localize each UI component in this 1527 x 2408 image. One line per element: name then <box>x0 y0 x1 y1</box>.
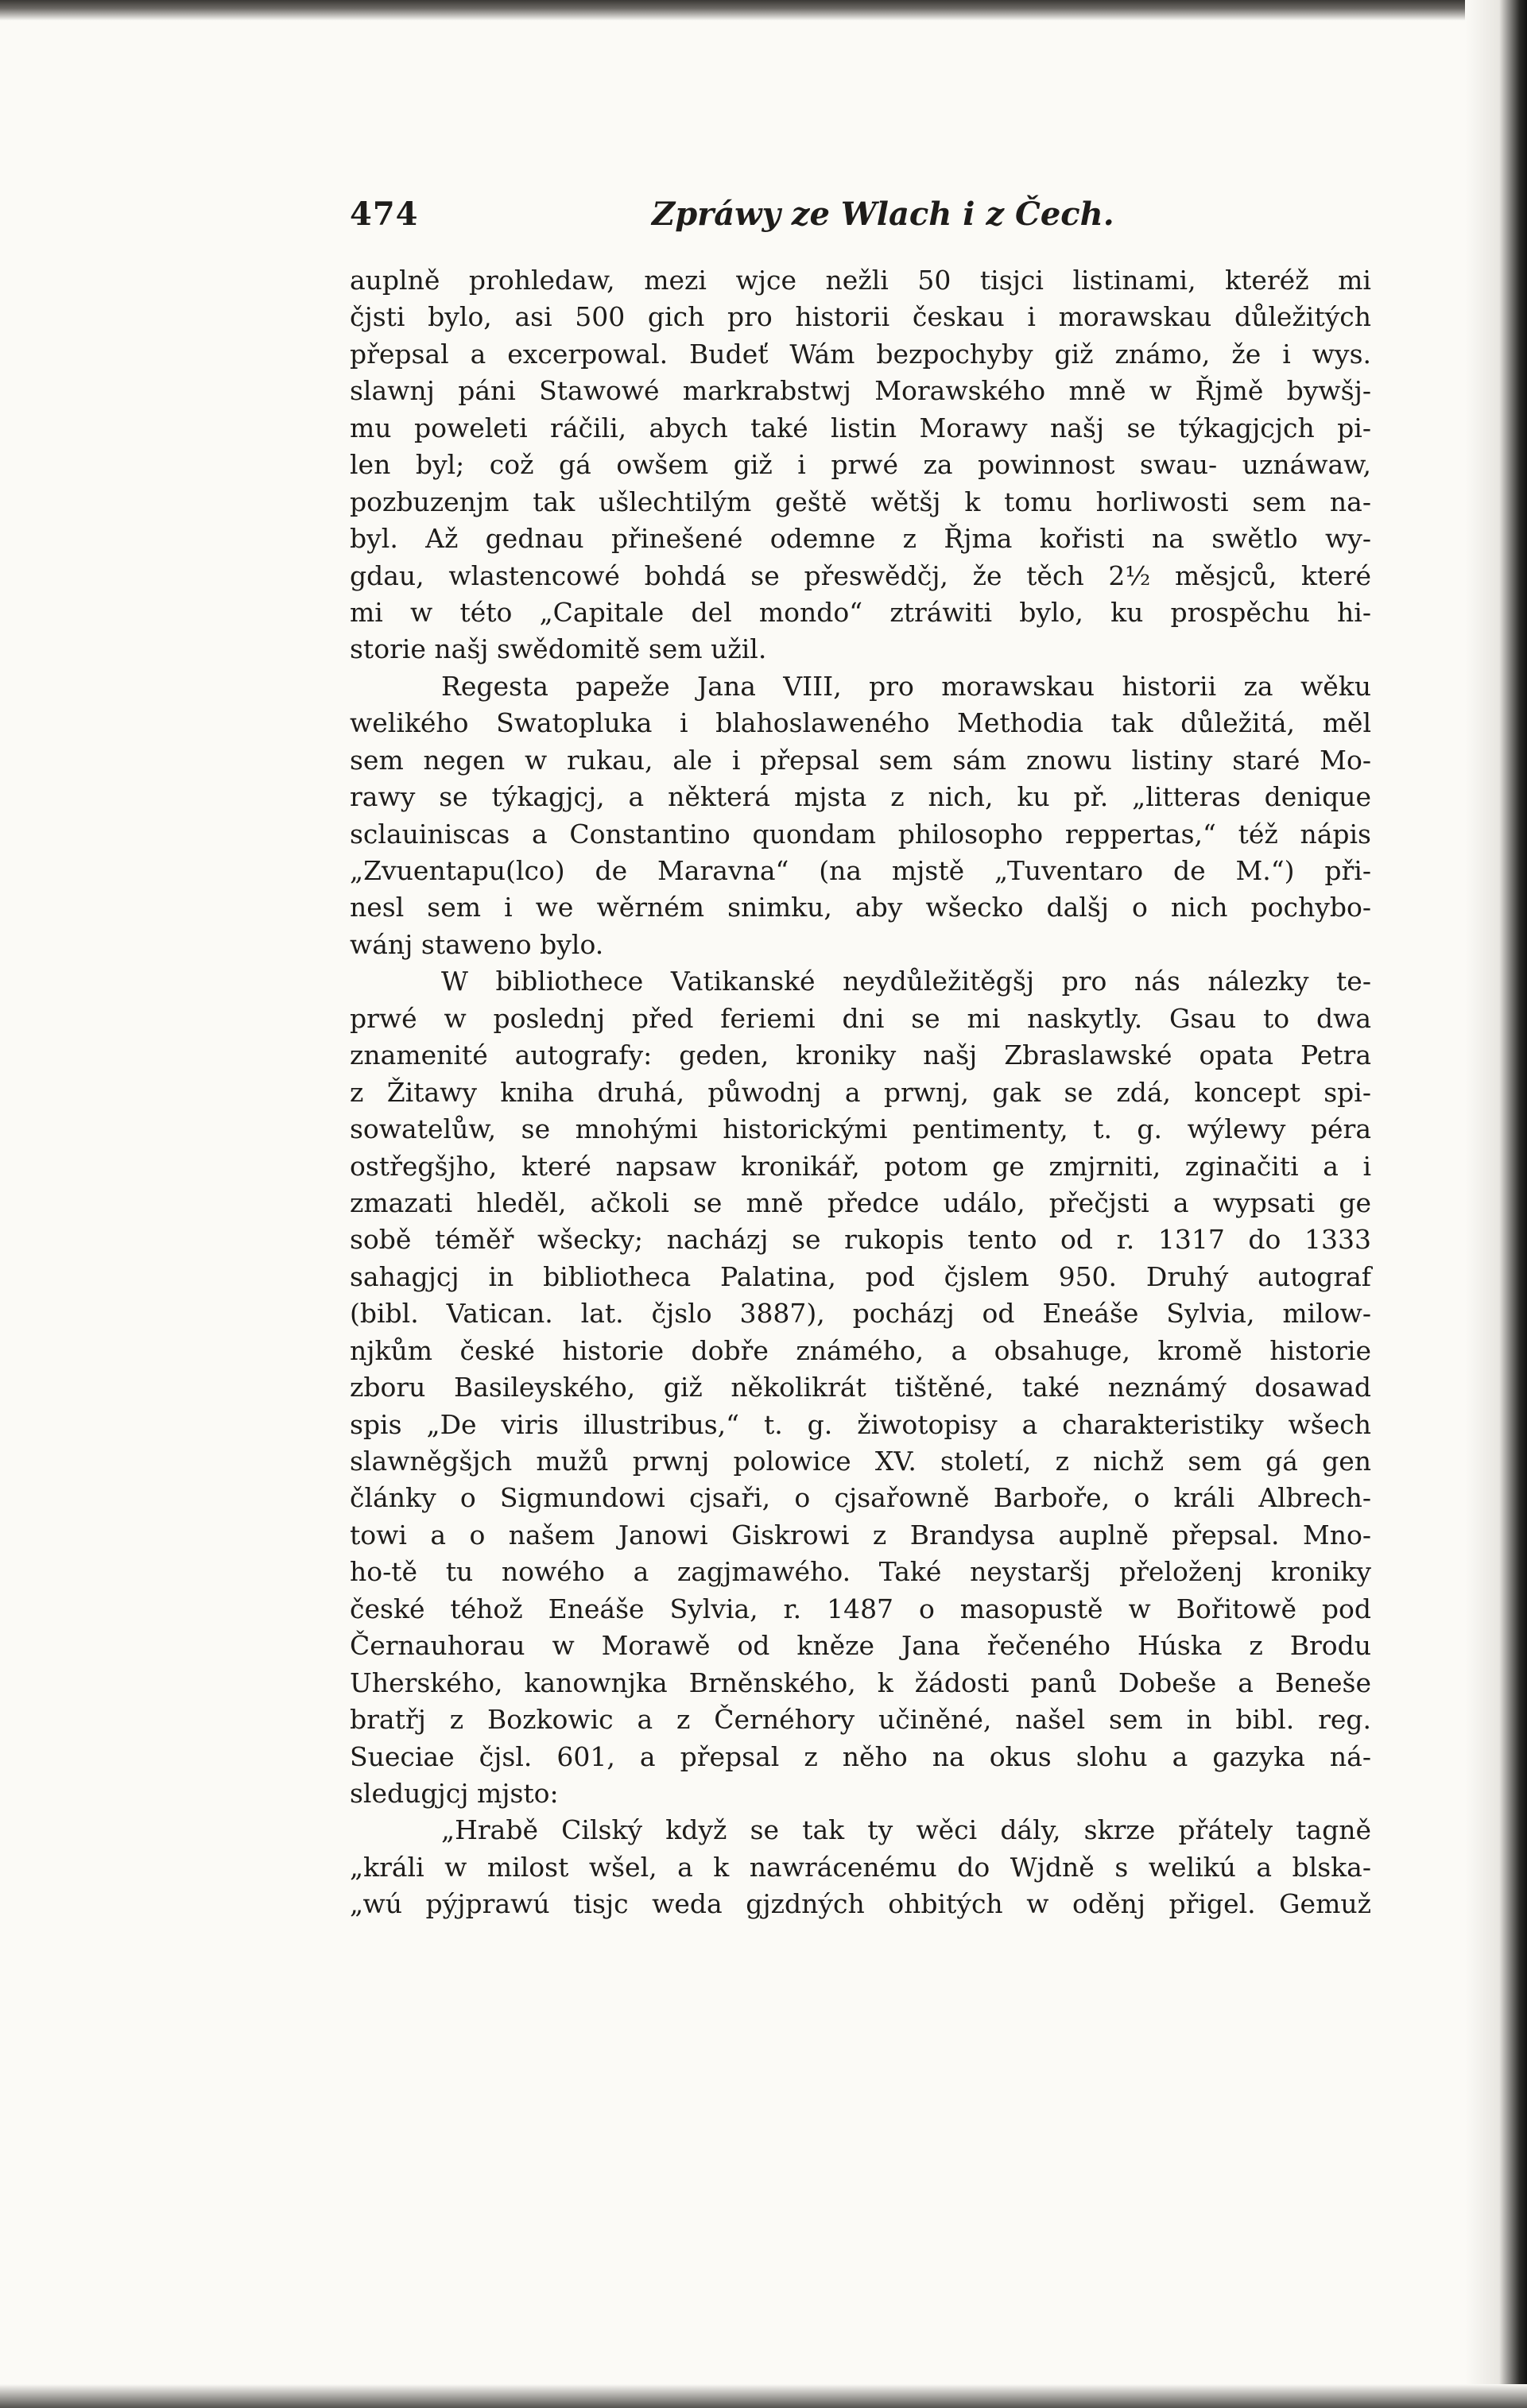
page-edge-top <box>0 0 1527 21</box>
text-line: sem negen w rukau, ale i přepsal sem sám znowu listiny staré Mo- <box>350 744 1371 776</box>
text-line: čjsti bylo, asi 500 gich pro historii českau i morawskau důležitých <box>350 301 1371 333</box>
page-number: 474 <box>350 196 419 233</box>
text-line: storie našj swědomitě sem užil. <box>350 633 767 665</box>
text-line: slawněgšjch mužů prwnj polowice XV. století, z nichž sem gá gen <box>350 1446 1371 1477</box>
text-line: „Hrabě Cilský když se tak ty wěci dály, skrze přátely tagně <box>441 1814 1371 1846</box>
page-header <box>350 191 1371 238</box>
text-line: auplně prohledaw, mezi wjce nežli 50 tisjci listinami, kteréž mi <box>350 265 1371 296</box>
text-line: wánj staweno bylo. <box>350 928 604 960</box>
text-line: ostřegšjho, které napsaw kronikář, potom ge zmjrniti, zginačiti a i <box>350 1150 1371 1182</box>
text-line: ho-tě tu nowého a zagjmawého. Také neystaršj přeloženj kroniky <box>350 1556 1371 1588</box>
text-line: bratřj z Bozkowic a z Černéhory učiněné, našel sem in bibl. reg. <box>350 1704 1371 1736</box>
text-line: přepsal a excerpowal. Budeť Wám bezpochyby giž známo, že i wys. <box>350 338 1371 370</box>
text-line: články o Sigmundowi cjsaři, o cjsařowně Barboře, o králi Albrech- <box>350 1482 1371 1514</box>
text-line: zboru Basileyského, giž několikrát tištěné, také neznámý dosawad <box>350 1372 1371 1403</box>
page-edge-right <box>1465 0 1527 2408</box>
text-line: z Žitawy kniha druhá, půwodnj a prwnj, gak se zdá, koncept spi- <box>350 1076 1371 1108</box>
text-line: welikého Swatopluka i blahoslaweného Methodia tak důležitá, měl <box>350 707 1371 739</box>
text-line: nesl sem i we wěrném snimku, aby wšecko dalšj o nich pochybo- <box>350 892 1371 923</box>
text-line: towi a o našem Janowi Giskrowi z Brandysa auplně přepsal. Mno- <box>350 1519 1371 1550</box>
text-line: prwé w poslednj před feriemi dni se mi naskytly. Gsau to dwa <box>350 1002 1371 1034</box>
text-line: Sueciae čjsl. 601, a přepsal z něho na okus slohu a gazyka ná- <box>350 1740 1371 1772</box>
text-line: byl. Až gednau přinešené odemne z Řjma kořisti na swětlo wy- <box>350 523 1371 555</box>
text-line: „Zvuentapu(lco) de Maravna“ (na mjstě „Tuventaro de M.“) při- <box>350 855 1371 886</box>
body-text <box>350 262 1371 1923</box>
text-line: rawy se týkagjcj, a některá mjsta z nich, ku př. „litteras denique <box>350 781 1371 813</box>
text-line: spis „De viris illustribus,“ t. g. žiwotopisy a charakteristiky wšech <box>350 1408 1371 1440</box>
text-line: pozbuzenjm tak ušlechtilým geště wětšj k tomu horliwosti sem na- <box>350 486 1371 517</box>
text-line: mi w této „Capitale del mondo“ ztráwiti bylo, ku prospěchu hi- <box>350 596 1371 628</box>
running-title: Zpráwy ze Wlach i z Čech. <box>652 196 1114 233</box>
text-line: (bibl. Vatican. lat. čjslo 3887), pocházj od Eneáše Sylvia, milow- <box>350 1298 1371 1330</box>
text-line: „králi w milost wšel, a k nawrácenému do Wjdně s welikú a blska- <box>350 1851 1371 1883</box>
text-line: Uherského, kanownjka Brněnského, k žádosti panů Dobeše a Beneše <box>350 1667 1371 1698</box>
text-line: sahagjcj in bibliotheca Palatina, pod čjslem 950. Druhý autograf <box>350 1260 1371 1292</box>
text-line: české téhož Eneáše Sylvia, r. 1487 o masopustě w Bořitowě pod <box>350 1593 1371 1624</box>
text-line: „wú pýjprawú tisjc weda gjzdných ohbitých w oděnj přigel. Gemuž <box>350 1888 1371 1920</box>
text-line: sledugjcj mjsto: <box>350 1777 559 1809</box>
text-line: gdau, wlastencowé bohdá se přeswědčj, že těch 2½ měsjců, které <box>350 559 1371 591</box>
text-line: len byl; což gá owšem giž i prwé za powinnost swau- uznáwaw, <box>350 449 1371 481</box>
text-line: Regesta papeže Jana VIII, pro morawskau historii za wěku <box>441 670 1371 702</box>
text-line: sclauiniscas a Constantino quondam philosopho reppertas,“ též nápis <box>350 818 1371 850</box>
text-line: sobě téměř wšecky; nacházj se rukopis tento od r. 1317 do 1333 <box>350 1224 1371 1256</box>
text-line: slawnj páni Stawowé markrabstwj Morawského mně w Řjmě bywšj- <box>350 375 1371 407</box>
page-edge-bottom <box>0 2384 1527 2408</box>
text-line: mu poweleti ráčili, abych také listin Morawy našj se týkagjcjch pi- <box>350 412 1371 443</box>
text-line: zmazati hleděl, ačkoli se mně předce událo, přečjsti a wypsati ge <box>350 1187 1371 1218</box>
text-line: Černauhorau w Morawě od kněze Jana řečeného Húska z Brodu <box>350 1630 1371 1662</box>
text-line: sowatelůw, se mnohými historickými pentimenty, t. g. wýlewy péra <box>350 1113 1371 1145</box>
text-line: znamenité autografy: geden, kroniky našj Zbraslawské opata Petra <box>350 1039 1371 1071</box>
text-line: njkům české historie dobře známého, a obsahuge, kromě historie <box>350 1334 1371 1366</box>
text-line: W bibliothece Vatikanské neydůležitěgšj pro nás nálezky te- <box>441 966 1371 997</box>
